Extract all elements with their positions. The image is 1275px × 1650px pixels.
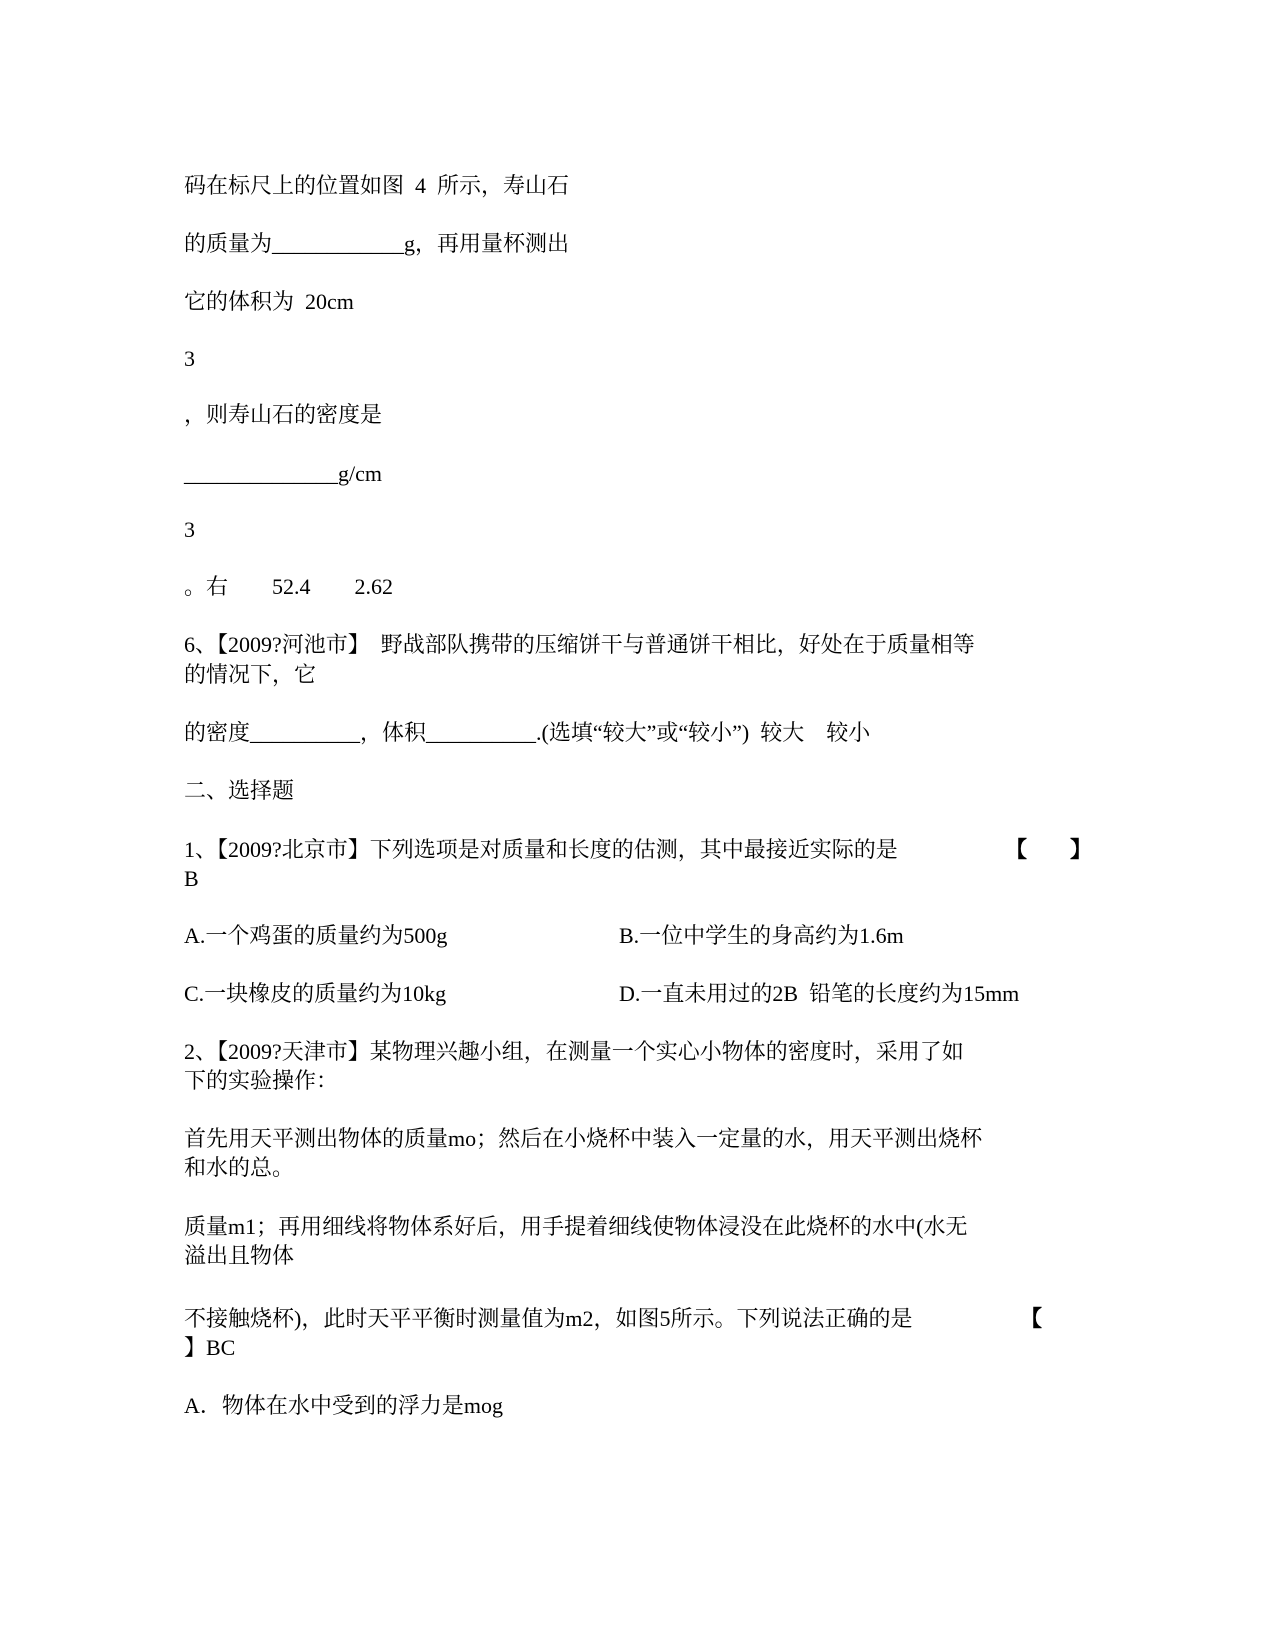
superscript-text: 3 [184,517,195,542]
question-2-line: 和水的总。 [184,1155,295,1180]
option-a: A.一个鸡蛋的质量约为500g [184,923,448,948]
question-6-line: 的情况下，它 [184,662,317,687]
answer-bracket-close: 】 [1070,837,1093,862]
question-2-line: 下的实验操作： [184,1068,339,1093]
question-1-line: 1、【2009?北京市】下列选项是对质量和长度的估测，其中最接近实际的是 [184,837,898,862]
question-2-answer: 】BC [184,1335,236,1360]
text-line: ，则寿山石的密度是 [184,402,383,427]
question-2-line: 2、【2009?天津市】某物理兴趣小组，在测量一个实心小物体的密度时，采用了如 [184,1039,964,1064]
answer-bracket-open: 【 [1005,837,1028,862]
question-6-line: 的密度__________，体积__________.(选填“较大”或“较小”) 较大 较小 [184,720,871,745]
option-a: A．物体在水中受到的浮力是mog [184,1393,504,1418]
question-1-answer: B [184,866,199,891]
question-2-line: 首先用天平测出物体的质量mo；然后在小烧杯中装入一定量的水，用天平测出烧杯 [184,1126,983,1151]
answer-bracket-open: 【 [1020,1306,1043,1331]
question-2-line: 质量m1；再用细线将物体系好后，用手提着细线使物体浸没在此烧杯的水中(水无 [184,1214,968,1239]
option-d: D.一直未用过的2B 铅笔的长度约为15mm [619,981,1020,1006]
question-6-line: 6、【2009?河池市】 野战部队携带的压缩饼干与普通饼干相比，好处在于质量相等 [184,632,975,657]
question-2-line: 不接触烧杯)，此时天平平衡时测量值为m2，如图5所示。下列说法正确的是 [184,1306,913,1331]
option-b: B.一位中学生的身高约为1.6m [619,923,904,948]
text-line: 它的体积为 20cm [184,289,354,314]
answer-line: 。右 52.4 2.62 [184,574,394,599]
question-2-line: 溢出且物体 [184,1243,295,1268]
superscript-text: 3 [184,346,195,371]
option-c: C.一块橡皮的质量约为10kg [184,981,447,1006]
text-line: 的质量为____________g，再用量杯测出 [184,231,570,256]
section-heading: 二、选择题 [184,778,295,803]
text-line: ______________g/cm [184,461,382,486]
text-line: 码在标尺上的位置如图 4 所示，寿山石 [184,173,570,198]
